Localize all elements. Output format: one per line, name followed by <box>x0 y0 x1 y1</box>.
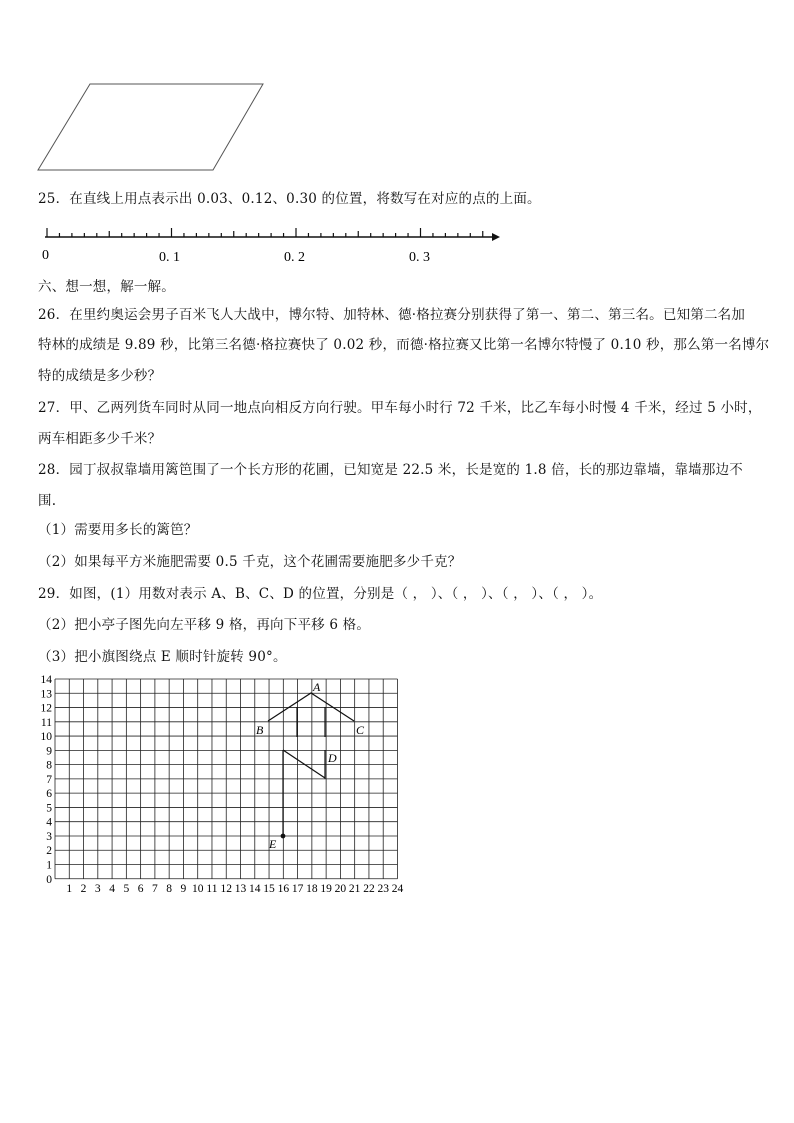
grid-x-label: 22 <box>363 882 375 895</box>
q27-line-1: 27．甲、乙两列货车同时从同一地点向相反方向行驶。甲车每小时行 72 千米，比乙车每小时慢 4 千米，经过 5 小时， <box>38 400 762 416</box>
point-label-b: B <box>256 723 264 737</box>
point-label-a: A <box>313 680 321 694</box>
grid-x-label: 18 <box>306 882 318 895</box>
number-line-label-0.1: 0. 1 <box>159 250 180 265</box>
grid-x-label: 1 <box>66 882 73 895</box>
grid-x-label: 19 <box>320 882 332 895</box>
grid-x-label: 21 <box>348 882 361 895</box>
grid-x-label: 23 <box>377 882 389 895</box>
grid-y-label: 5 <box>46 802 52 815</box>
grid-y-label: 8 <box>46 759 52 772</box>
grid-x-label: 4 <box>109 882 115 895</box>
grid-y-label: 4 <box>46 816 52 829</box>
grid-x-label: 8 <box>166 882 173 895</box>
pavilion-figure <box>268 693 354 737</box>
grid-x-label: 7 <box>152 882 158 895</box>
q29-line-1: 29．如图，(1）用数对表示 A、B、C、D 的位置，分别是（ ， ）、（ ， ）、（ ， ）、（ ， ）。 <box>38 586 603 602</box>
q29-sub-2: （2）把小亭子图先向左平移 9 格，再向下平移 6 格。 <box>38 617 371 633</box>
grid-x-label: 2 <box>80 882 87 895</box>
q28-line-1: 28．园丁叔叔靠墙用篱笆围了一个长方形的花圃，已知宽是 22.5 米，长是宽的 1.8 倍，长的那边靠墙，靠墙那边不 <box>38 462 743 478</box>
grid-x-label: 24 <box>391 882 404 895</box>
point-label-d: D <box>328 751 337 765</box>
q25-text: 25．在直线上用点表示出 0.03、0.12、0.30 的位置，将数写在对应的点的上面。 <box>38 191 541 207</box>
number-line-label-0: 0 <box>42 248 49 263</box>
q28-line-2: 围. <box>38 493 57 509</box>
point-label-e: E <box>269 837 277 851</box>
grid-y-label: 1 <box>46 859 52 872</box>
flag-figure <box>281 750 325 838</box>
grid-x-label: 15 <box>263 882 275 895</box>
q26-line-2: 特林的成绩是 9.89 秒，比第三名德·格拉赛快了 0.02 秒，而德·格拉赛又比第一名博尔特慢了 0.10 秒，那么第一名博尔 <box>38 337 770 353</box>
number-line-label-0.3: 0. 3 <box>409 250 430 265</box>
grid-x-label: 6 <box>137 882 144 895</box>
number-line-label-0.2: 0. 2 <box>284 250 305 265</box>
grid-x-label: 11 <box>206 882 218 895</box>
grid-x-label: 9 <box>180 882 187 895</box>
grid-x-label: 10 <box>191 882 204 895</box>
grid-x-label: 12 <box>220 882 232 895</box>
q28-sub-2: （2）如果每平方米施肥需要 0.5 千克，这个花圃需要施肥多少千克？ <box>38 554 462 570</box>
q29-sub-3: （3）把小旗图绕点 E 顺时针旋转 90°。 <box>38 649 287 665</box>
grid-y-label: 11 <box>40 716 52 729</box>
grid-x-label: 17 <box>291 882 304 895</box>
grid-x-label: 3 <box>94 882 101 895</box>
grid-y-label: 12 <box>40 702 52 715</box>
section-6-title: 六、想一想，解一解。 <box>38 279 175 295</box>
q26-line-1: 26．在里约奥运会男子百米飞人大战中，博尔特、加特林、德·格拉赛分别获得了第一、第二、第三名。已知第二名加 <box>38 307 746 323</box>
grid-y-label: 2 <box>46 845 52 858</box>
q28-sub-1: （1）需要用多长的篱笆？ <box>38 522 198 538</box>
grid-y-label: 14 <box>40 674 52 686</box>
grid-y-label: 0 <box>46 873 52 886</box>
grid-y-label: 6 <box>46 788 52 801</box>
grid-x-label: 14 <box>249 882 261 895</box>
grid-x-label: 13 <box>234 882 247 895</box>
grid-y-label: 10 <box>40 731 52 744</box>
point-label-c: C <box>356 723 365 737</box>
grid-y-label: 13 <box>40 688 52 701</box>
grid-x-label: 20 <box>334 882 347 895</box>
grid-y-label: 7 <box>46 773 52 786</box>
grid-x-label: 5 <box>123 882 130 895</box>
grid-x-label: 16 <box>277 882 290 895</box>
q27-line-2: 两车相距多少千米？ <box>38 431 162 447</box>
grid-y-label: 9 <box>46 745 52 758</box>
q26-line-3: 特的成绩是多少秒？ <box>38 368 162 384</box>
grid-y-label: 3 <box>46 830 52 843</box>
